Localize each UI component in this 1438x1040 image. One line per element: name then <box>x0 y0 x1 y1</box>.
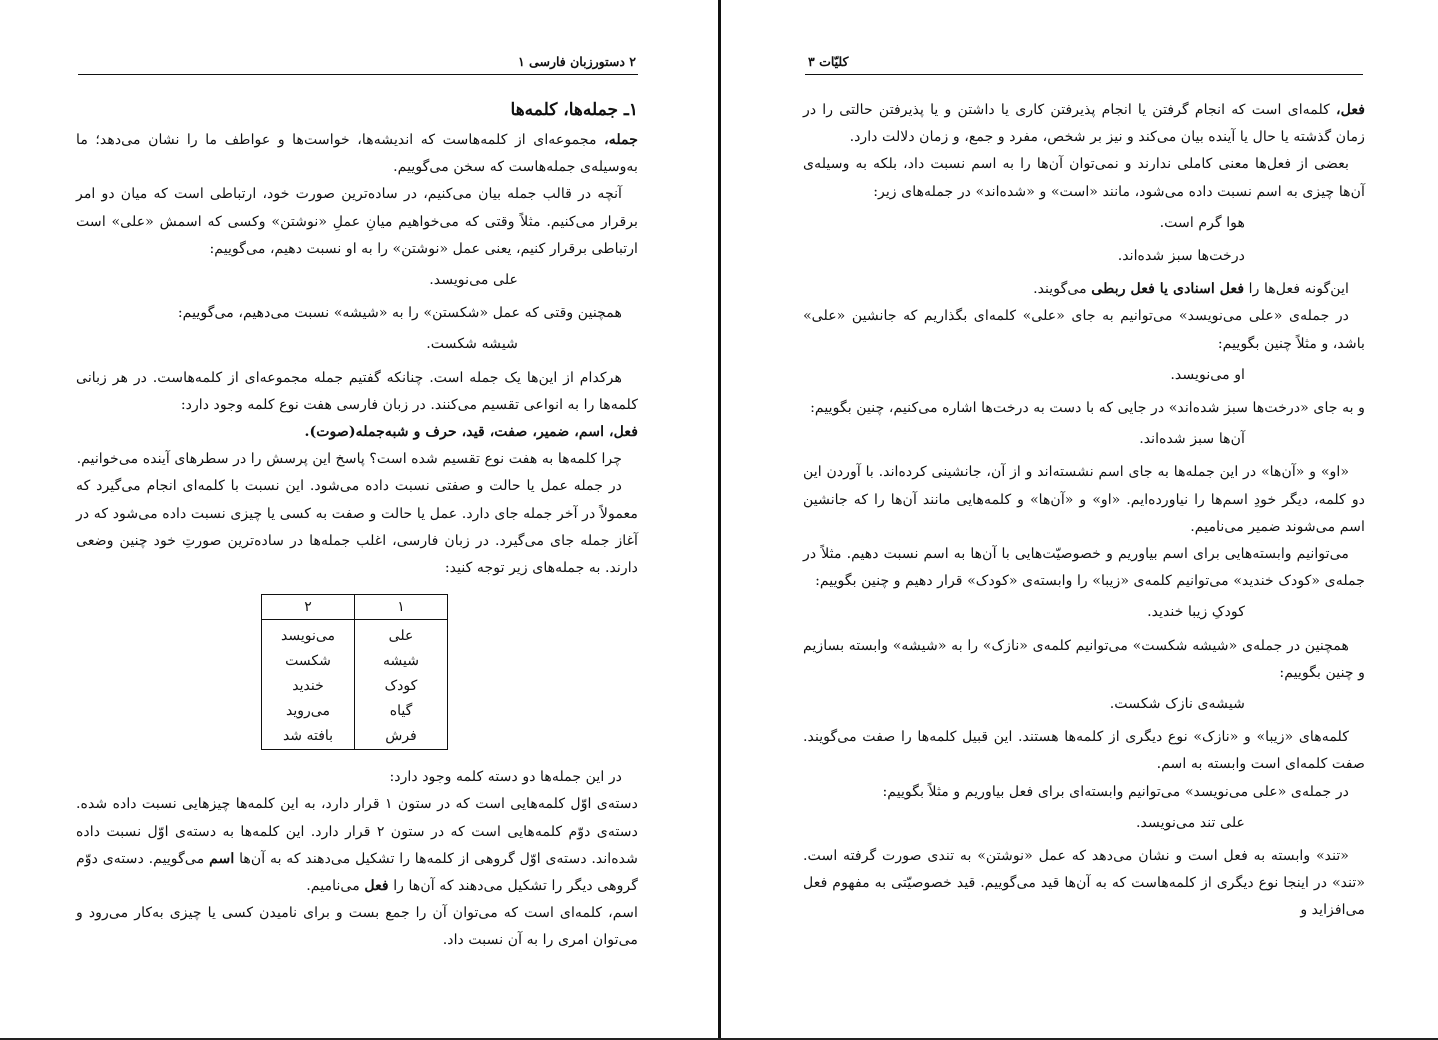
term-bold: فعل اسنادی یا فعل ربطی <box>1091 281 1245 298</box>
paragraph-text: می‌گویند. <box>1033 281 1092 298</box>
table-row <box>262 699 448 724</box>
paragraph: بعضی از فعل‌ها معنی کاملی ندارند و نمی‌توان آن‌ها را به اسم نسبت داد، بلکه به وسیله‌ی آن‌ها چیزی به اسم نسبت داده می‌شود، مانند «است» و «شده‌اند» در جمله‌های زیر: <box>803 156 1365 200</box>
paragraph: اسم، کلمه‌ای است که می‌توان آن را جمع بست و برای نامیدن کسی یا چیزی به‌کار می‌رود و می‌توان امری را به آن نسبت داد. <box>76 905 638 949</box>
term-jomle: جمله، <box>604 132 638 148</box>
paragraph-text: می‌گوییم. دسته‌ی دوّم گروهی دیگر را تشکیل می‌دهند که آن‌ها را <box>76 850 638 895</box>
example-sentence: هوا گرم است. <box>1159 214 1245 231</box>
paragraph: هرکدام از این‌ها یک جمله است. چنانکه گفتیم جمله مجموعه‌ای از کلمه‌هاست. در هر زبانی کلمه‌ها را به انواعی تقسیم می‌کنند. در زبان فارسی هفت نوع کلمه وجود دارد: <box>76 369 638 413</box>
example-sentence: علی می‌نویسد. <box>429 272 518 289</box>
section-title: ۱ـ جمله‌ها، کلمه‌ها <box>510 100 638 120</box>
right-page <box>725 0 1438 1040</box>
paragraph <box>803 97 1365 151</box>
paragraph: «تند» وابسته به فعل است و نشان می‌دهد که عمل «نوشتن» به تندی صورت گرفته است. «تند» در اینجا نوع دیگری از کلمه‌هاست که به آن‌ها قید می‌گوییم. قید خصوصیّتی به مفهوم فعل می‌افزاید و <box>803 848 1365 919</box>
table-cell: فرش <box>355 724 448 750</box>
table-cell: شکست <box>262 649 355 674</box>
book-gutter <box>718 0 721 1040</box>
paragraph-text: کلمه‌ای است که انجام گرفتن یا انجام پذیرفتن کاری یا داشتن و یا پذیرفتن حالتی را در زمان گذشته یا حال یا آینده بیان می‌کند و نیز بر شخص، مفرد و جمع، و زمان دلالت دارد. <box>803 102 1365 146</box>
paragraph: می‌توانیم وابسته‌هایی برای اسم بیاوریم و خصوصیّت‌هایی با آن‌ها به اسم نسبت دهیم. مثلاً در جمله‌ی «کودک خندید» می‌توانیم کلمه‌ی «زیبا» را وابسته‌ی «کودک» قرار دهیم و چنین بگوییم: <box>803 546 1365 590</box>
example-sentence: علی تند می‌نویسد. <box>1136 814 1245 831</box>
paragraph-text: دسته‌ی اوّل کلمه‌هایی است که در ستون ۱ قرار دارد، به این کلمه‌ها چیزهایی نسبت داده شده. دسته‌ی دوّم کلمه‌هایی است که در ستون ۲ قرار دارد. این کلمه‌ها به دسته‌ی اوّل نسبت داده شده‌اند. دسته‌ی اوّل گروهی از کلمه‌ها را تشکیل می‌دهند که به آن‌ها <box>76 796 639 867</box>
word-types-list: فعل، اسم، ضمیر، صفت، قید، حرف و شبه‌جمله(صوت). <box>304 424 638 441</box>
table-row <box>262 674 448 699</box>
right-page-header: کلیّات ۳ <box>808 54 849 69</box>
paragraph-text: مجموعه‌ای از کلمه‌هاست که اندیشه‌ها، خواست‌ها و عواطف ما را نشان می‌دهد؛ ما به‌وسیله‌ی جمله‌هاست که سخن می‌گوییم. <box>76 132 638 176</box>
example-sentence: شیشه‌ی نازک شکست. <box>1109 696 1245 713</box>
paragraph: کلمه‌های «زیبا» و «نازک» نوع دیگری از کلمه‌ها هستند. این قبیل کلمه‌ها را صفت می‌گویند. صفت کلمه‌ای است وابسته به اسم. <box>803 729 1365 773</box>
term-esm: اسم <box>209 850 235 867</box>
table-cell: بافته شد <box>262 724 355 750</box>
example-sentence: شیشه شکست. <box>426 336 518 353</box>
table-cell: علی <box>355 620 448 650</box>
table-cell: خندید <box>262 674 355 699</box>
example-sentence: آن‌ها سبز شده‌اند. <box>1139 431 1245 448</box>
paragraph: و به جای «درخت‌ها سبز شده‌اند» در جایی که با دست به درخت‌ها اشاره می‌کنیم، چنین بگوییم: <box>810 400 1365 417</box>
left-page-header: ۲ دستورزبان فارسی ۱ <box>517 54 636 69</box>
left-page <box>0 0 718 1040</box>
paragraph: «او» و «آن‌ها» در این جمله‌ها به جای اسم نشسته‌اند و از آن، جانشینی کرده‌اند. با آوردن این دو کلمه، دیگر خودِ اسم‌ها را نیاورده‌ایم. «او» و «آن‌ها» و کلمه‌هایی مانند آن‌ها را که جانشین اسم می‌شوند ضمیر می‌نامیم. <box>803 464 1365 535</box>
table-cell: می‌روید <box>262 699 355 724</box>
left-page-body <box>76 96 638 955</box>
right-page-body <box>803 97 1365 925</box>
paragraph <box>76 791 638 900</box>
table-cell: می‌نویسد <box>262 620 355 650</box>
column-header: ۲ <box>262 595 355 620</box>
paragraph: در جمله عمل یا حالت و صفتی نسبت داده می‌شود. این نسبت با کلمه‌ای انجام می‌گیرد که معمولاً در آخر جمله جای دارد. عمل یا حالت و صفت به کسی یا چیزی نسبت داده می‌شود که در آغاز جمله جای می‌گیرد. در زبان فارسی، اغلب جمله‌ها در ساده‌ترین صورتِ خود چنین وضعی دارند. به جمله‌های زیر توجه کنید: <box>76 478 638 577</box>
table-header-row <box>262 595 448 620</box>
paragraph: چرا کلمه‌ها به هفت نوع تقسیم شده است؟ پاسخ این پرسش را در سطرهای آینده می‌خوانیم. <box>76 451 622 468</box>
paragraph: در این جمله‌ها دو دسته کلمه وجود دارد: <box>389 769 622 786</box>
column-header: ۱ <box>355 595 448 620</box>
word-table <box>261 594 448 750</box>
paragraph <box>803 276 1365 303</box>
example-sentence: او می‌نویسد. <box>1170 366 1245 383</box>
term-fel: فعل، <box>1336 102 1365 118</box>
paragraph: در جمله‌ی «علی می‌نویسد» می‌توانیم به جای «علی» کلمه‌ای بگذاریم که جانشین «علی» باشد، و مثلاً چنین بگوییم: <box>803 308 1365 352</box>
left-header-rule <box>78 74 638 75</box>
table-cell: کودک <box>355 674 448 699</box>
paragraph <box>76 127 638 181</box>
paragraph-text: می‌نامیم. <box>306 878 365 895</box>
table-cell: شیشه <box>355 649 448 674</box>
example-sentence: کودکِ زیبا خندید. <box>1147 604 1245 621</box>
table-row <box>262 724 448 750</box>
table-row <box>262 620 448 650</box>
paragraph: آنچه در قالب جمله بیان می‌کنیم، در ساده‌ترین صورت خود، ارتباطی است که میان دو امر برقرار می‌کنیم. مثلاً وقتی که می‌خواهیم میانِ عملِ «نوشتن» وکسی که اسمش «علی» است ارتباطی برقرار کنیم، یعنی عمل «نوشتن» را به او نسبت دهیم، می‌گوییم: <box>76 186 638 257</box>
right-header-rule <box>805 74 1363 75</box>
paragraph: همچنین در جمله‌ی «شیشه شکست» می‌توانیم کلمه‌ی «نازک» را به «شیشه» وابسته بسازیم و چنین بگوییم: <box>803 637 1365 681</box>
table-cell: گیاه <box>355 699 448 724</box>
term-fel: فعل <box>364 878 389 895</box>
paragraph: در جمله‌ی «علی می‌نویسد» می‌توانیم وابسته‌ای برای فعل بیاوریم و مثلاً بگوییم: <box>882 783 1349 800</box>
paragraph: همچنین وقتی که عمل «شکستن» را به «شیشه» نسبت می‌دهیم، می‌گوییم: <box>177 305 622 322</box>
example-sentence: درخت‌ها سبز شده‌اند. <box>1117 248 1245 265</box>
table-row <box>262 649 448 674</box>
paragraph-text: این‌گونه فعل‌ها را <box>1244 281 1349 298</box>
